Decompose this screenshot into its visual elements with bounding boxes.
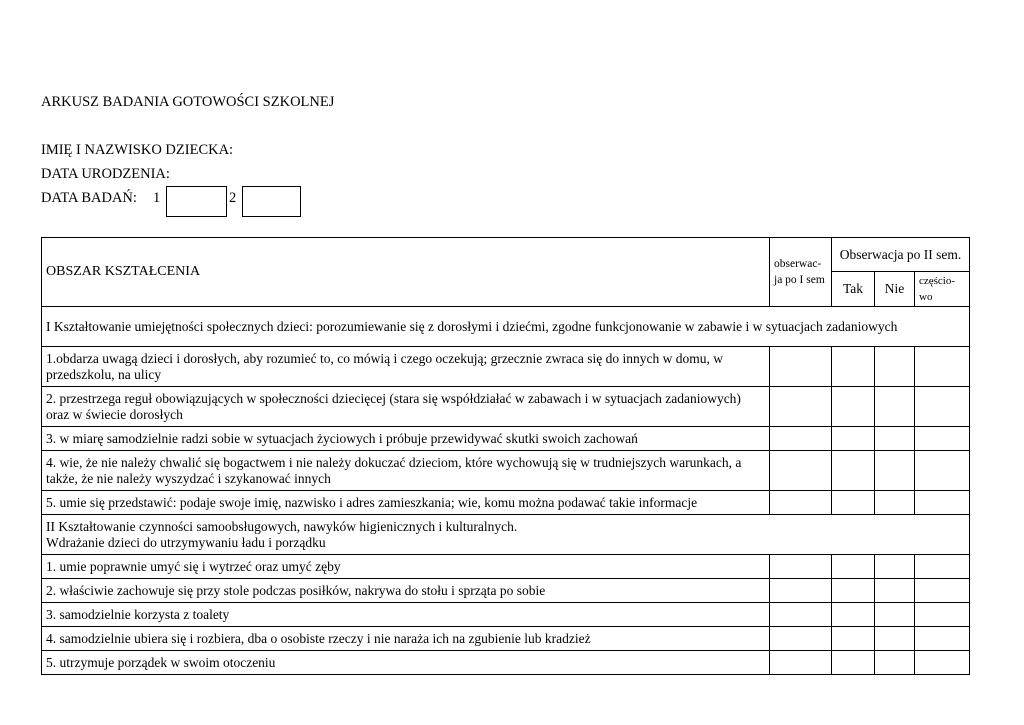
mark-cell-czesciowo[interactable]	[915, 347, 970, 387]
table-row	[42, 491, 970, 515]
mark-cell-tak[interactable]	[832, 627, 875, 651]
criterion-text: 5. umie się przedstawić: podaje swoje imię, nazwisko i adres zamieszkania; wie, komu można podawać takie informacje	[42, 491, 770, 515]
criterion-text: 3. samodzielnie korzysta z toalety	[42, 603, 770, 627]
header-tak: Tak	[832, 272, 875, 307]
mark-cell-sem1[interactable]	[770, 627, 832, 651]
mark-cell-czesciowo[interactable]	[915, 603, 970, 627]
table-row	[42, 451, 970, 491]
mark-cell-sem1[interactable]	[770, 347, 832, 387]
mark-cell-sem1[interactable]	[770, 451, 832, 491]
mark-cell-tak[interactable]	[832, 555, 875, 579]
mark-cell-tak[interactable]	[832, 451, 875, 491]
mark-cell-sem1[interactable]	[770, 555, 832, 579]
mark-cell-nie[interactable]	[875, 491, 915, 515]
mark-cell-czesciowo[interactable]	[915, 491, 970, 515]
table-row	[42, 387, 970, 427]
header-area: OBSZAR KSZTAŁCENIA	[42, 238, 770, 307]
mark-cell-nie[interactable]	[875, 347, 915, 387]
child-name-label: IMIĘ I NAZWISKO DZIECKA:	[41, 142, 234, 158]
mark-cell-nie[interactable]	[875, 387, 915, 427]
section-2-heading-line1: II Kształtowanie czynności samoobsługowych, nawyków higienicznych i kulturalnych.	[46, 518, 518, 534]
criterion-text: 4. wie, że nie należy chwalić się bogactwem i nie należy dokuczać dzieciom, które wychowują się w trudniejszych warunkach, a także, że nie należy wyszydzać i szykanować innych	[42, 451, 770, 491]
criterion-text: 5. utrzymuje porządek w swoim otoczeniu	[42, 651, 770, 675]
mark-cell-czesciowo[interactable]	[915, 427, 970, 451]
table-row	[42, 627, 970, 651]
mark-cell-tak[interactable]	[832, 651, 875, 675]
mark-cell-nie[interactable]	[875, 651, 915, 675]
mark-cell-czesciowo[interactable]	[915, 387, 970, 427]
mark-cell-sem1[interactable]	[770, 603, 832, 627]
table-row	[42, 603, 970, 627]
assessment-table	[41, 237, 970, 675]
mark-cell-sem1[interactable]	[770, 579, 832, 603]
section-1-heading: I Kształtowanie umiejętności społecznych dzieci: porozumiewanie się z dorosłymi i dziećmi, zgodne funkcjonowanie w zabawie i w sytuacjach zadaniowych	[42, 307, 970, 347]
criterion-text: 2. przestrzega reguł obowiązujących w społeczności dziecięcej (stara się współdziałać w zabawach i w sytuacjach zadaniowych) oraz w świecie dorosłych	[42, 387, 770, 427]
mark-cell-tak[interactable]	[832, 427, 875, 451]
header-obs-sem2: Obserwacja po II sem.	[832, 238, 970, 272]
mark-cell-czesciowo[interactable]	[915, 627, 970, 651]
mark-cell-nie[interactable]	[875, 627, 915, 651]
table-row	[42, 555, 970, 579]
mark-cell-tak[interactable]	[832, 579, 875, 603]
form-title: ARKUSZ BADANIA GOTOWOŚCI SZKOLNEJ	[41, 94, 335, 110]
exam-date-1-field[interactable]	[166, 186, 227, 217]
mark-cell-czesciowo[interactable]	[915, 451, 970, 491]
table-row	[42, 347, 970, 387]
mark-cell-sem1[interactable]	[770, 387, 832, 427]
criterion-text: 3. w miarę samodzielnie radzi sobie w sytuacjach życiowych i próbuje przewidywać skutki swoich zachowań	[42, 427, 770, 451]
exam-date-2-label: 2	[229, 190, 237, 206]
birth-date-label: DATA URODZENIA:	[41, 166, 170, 182]
header-nie: Nie	[875, 272, 915, 307]
header-czesciowo: częścio-wo	[915, 272, 970, 307]
mark-cell-nie[interactable]	[875, 427, 915, 451]
section-2-heading	[42, 515, 970, 555]
mark-cell-czesciowo[interactable]	[915, 555, 970, 579]
mark-cell-tak[interactable]	[832, 387, 875, 427]
mark-cell-czesciowo[interactable]	[915, 579, 970, 603]
mark-cell-czesciowo[interactable]	[915, 651, 970, 675]
exam-date-label: DATA BADAŃ:	[41, 190, 137, 206]
mark-cell-tak[interactable]	[832, 491, 875, 515]
table-row	[42, 427, 970, 451]
mark-cell-sem1[interactable]	[770, 427, 832, 451]
exam-date-2-field[interactable]	[242, 186, 301, 217]
header-obs-sem1: obserwac-ja po I sem	[770, 238, 832, 307]
criterion-text: 1.obdarza uwagą dzieci i dorosłych, aby rozumieć to, co mówią i czego oczekują; grzecznie zwraca się do innych w domu, w przedszkolu, na ulicy	[42, 347, 770, 387]
mark-cell-tak[interactable]	[832, 603, 875, 627]
criterion-text: 4. samodzielnie ubiera się i rozbiera, dba o osobiste rzeczy i nie naraża ich na zgubienie lub kradzież	[42, 627, 770, 651]
table-row	[42, 651, 970, 675]
exam-date-1-label: 1	[153, 190, 161, 206]
mark-cell-nie[interactable]	[875, 451, 915, 491]
criterion-text: 1. umie poprawnie umyć się i wytrzeć oraz umyć zęby	[42, 555, 770, 579]
mark-cell-nie[interactable]	[875, 555, 915, 579]
criterion-text: 2. właściwie zachowuje się przy stole podczas posiłków, nakrywa do stołu i sprząta po sobie	[42, 579, 770, 603]
mark-cell-nie[interactable]	[875, 603, 915, 627]
mark-cell-sem1[interactable]	[770, 491, 832, 515]
mark-cell-tak[interactable]	[832, 347, 875, 387]
mark-cell-nie[interactable]	[875, 579, 915, 603]
section-2-heading-line2: Wdrażanie dzieci do utrzymywaniu ładu i porządku	[46, 534, 326, 550]
table-row	[42, 579, 970, 603]
mark-cell-sem1[interactable]	[770, 651, 832, 675]
